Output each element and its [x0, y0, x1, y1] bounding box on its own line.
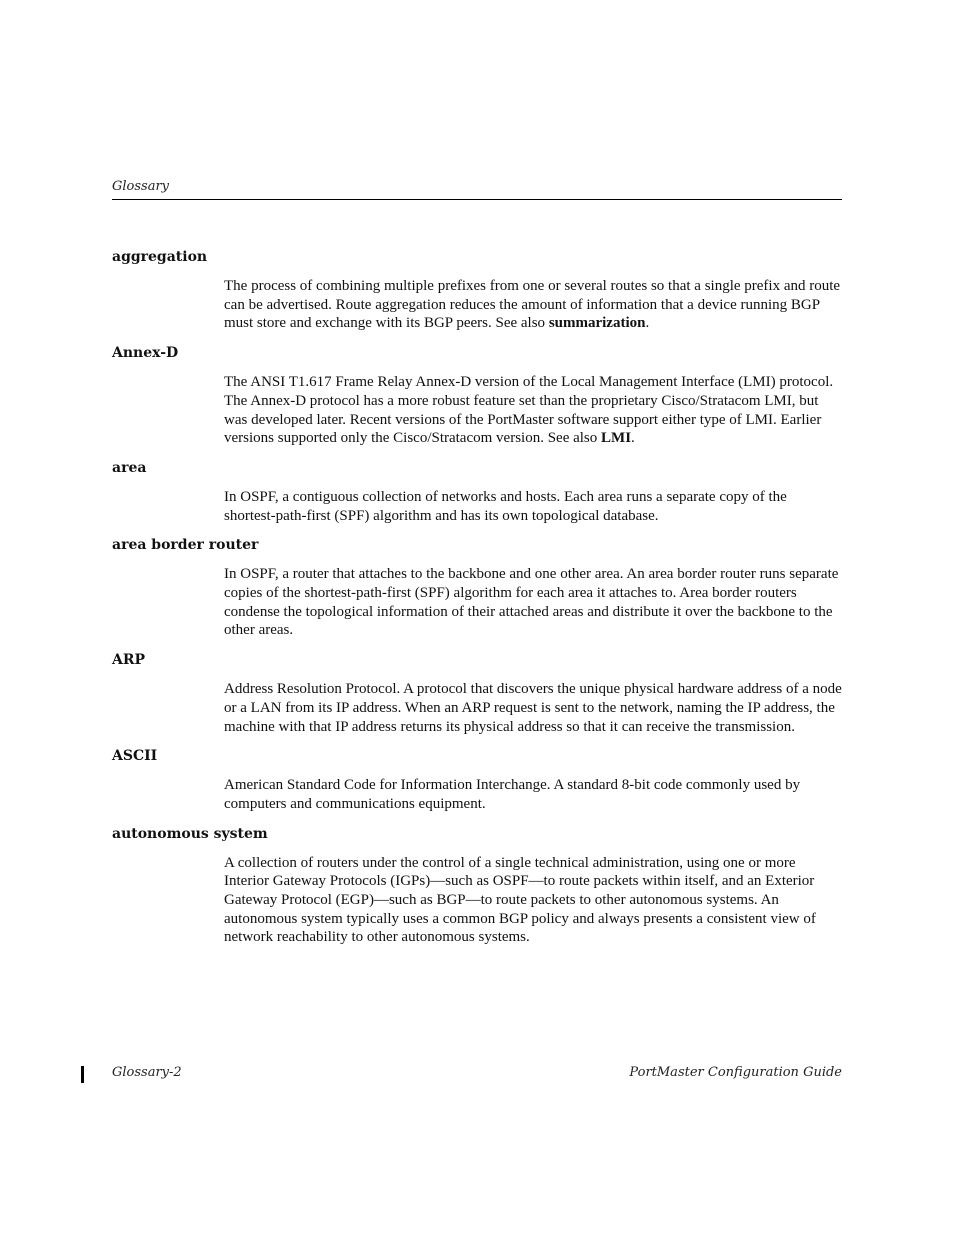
glossary-term: aggregation	[112, 249, 208, 265]
see-also-term: LMI	[601, 430, 632, 447]
header-rule	[112, 199, 842, 200]
glossary-term: Annex-D	[112, 345, 179, 362]
page-number: Glossary-2	[112, 1065, 182, 1080]
glossary-term: area border router	[112, 537, 259, 554]
glossary-entry	[112, 459, 842, 525]
glossary-term: ASCII	[112, 748, 158, 765]
glossary-definition	[224, 277, 842, 333]
glossary-entry	[112, 825, 842, 948]
glossary-entry	[112, 651, 842, 736]
definition-end: .	[645, 315, 650, 332]
glossary-term: autonomous system	[112, 825, 268, 842]
glossary-definition: In OSPF, a router that attaches to the backbone and one other area. An area border router runs separate copies of the shortest-path-first (SPF) algorithm for each area it attaches to. Area border routers condense the topological information of their attached areas and distribute it over the backbone to the other areas.	[224, 566, 839, 639]
glossary-term: area	[112, 459, 147, 476]
glossary-entry	[112, 344, 842, 448]
glossary-entry	[112, 747, 842, 813]
glossary-definition	[224, 373, 842, 448]
see-also-term: summarization	[548, 315, 646, 332]
glossary-content	[112, 248, 842, 958]
definition-text: The ANSI T1.617 Frame Relay Annex-D version of the Local Management Interface (LMI) protocol. The Annex-D protocol has a more robust feature set than the proprietary Cisco/Stratacom LMI, but was developed later. Recent versions of the PortMaster software support either type of LMI. Earlier versions supported only the Cisco/Stratacom version. See also	[224, 374, 834, 447]
glossary-definition: A collection of routers under the control of a single technical administration, using one or more Interior Gateway Protocols (IGPs)—such as OSPF—to route packets within itself, and an Exterior Gateway Protocol (EGP)—such as BGP—to route packets to other autonomous systems. An autonomous system typically uses a common BGP policy and always presents a consistent view of network reachability to other autonomous systems.	[224, 854, 816, 946]
glossary-definition: Address Resolution Protocol. A protocol that discovers the unique physical hardware address of a node or a LAN from its IP address. When an ARP request is sent to the network, naming the IP address, the machine with that IP address returns its physical address so that it can receive the transmission.	[224, 681, 842, 735]
glossary-term: ARP	[112, 652, 146, 669]
definition-text: The process of combining multiple prefixes from one or several routes so that a single prefix and route can be advertised. Route aggregation reduces the amount of information that a device running BGP must store and exchange with its BGP peers. See also	[224, 278, 841, 332]
glossary-definition: In OSPF, a contiguous collection of networks and hosts. Each area runs a separate copy of the shortest-path-first (SPF) algorithm and has its own topological database.	[224, 488, 787, 524]
change-bar	[81, 1066, 84, 1083]
glossary-entry	[112, 248, 842, 333]
glossary-entry	[112, 536, 842, 640]
definition-end: .	[631, 430, 635, 447]
glossary-definition: American Standard Code for Information Interchange. A standard 8-bit code commonly used by computers and communications equipment.	[224, 777, 801, 812]
running-header: Glossary	[112, 179, 170, 194]
book-title: PortMaster Configuration Guide	[629, 1065, 842, 1080]
